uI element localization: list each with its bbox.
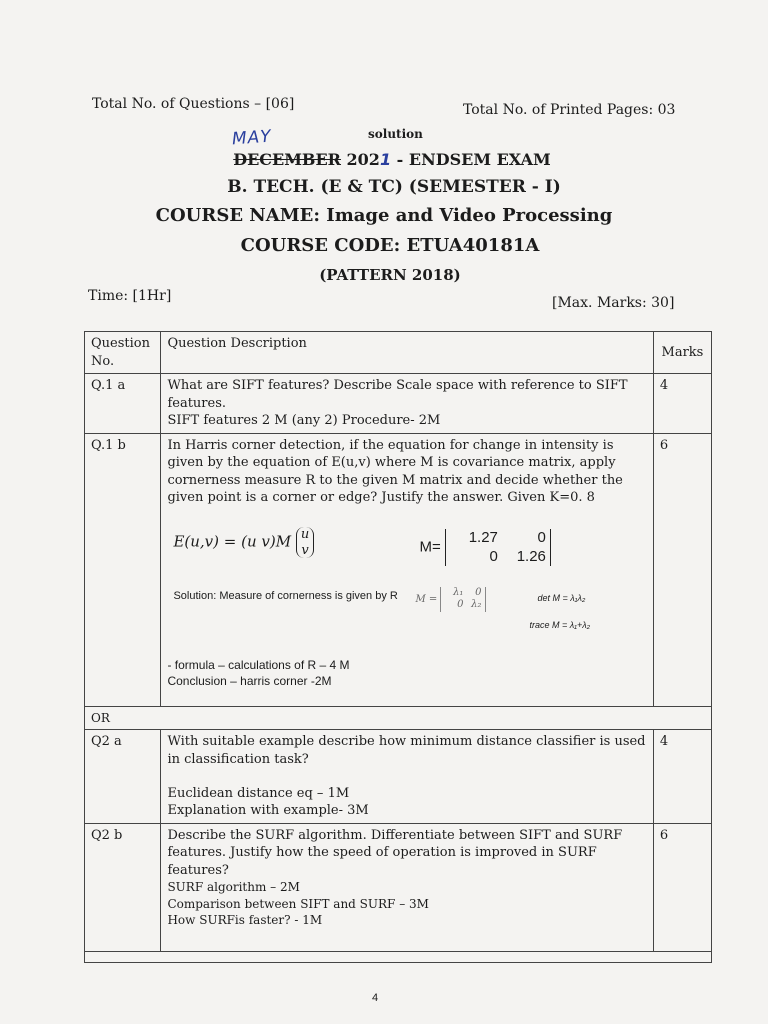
marking-scheme: SURF algorithm – 2M [167, 880, 300, 895]
intensity-equation [173, 527, 314, 558]
question-description [161, 433, 653, 707]
table-row-q1a [85, 374, 712, 434]
marking-scheme: Comparison between SIFT and SURF – 3M [167, 896, 429, 911]
solution-label: solution [368, 127, 423, 141]
question-marks: 6 [653, 433, 711, 707]
page-number: 4 [372, 992, 379, 1004]
empty-row [85, 951, 712, 962]
exam-title [8, 150, 768, 169]
eigen-m11: λ₁ [453, 586, 464, 598]
eigen-m21: 0 [457, 599, 464, 611]
marking-scheme: Euclidean distance eq – 1M [167, 785, 350, 801]
struck-month: DECEMBER [233, 150, 341, 169]
m22: 1.26 [516, 547, 546, 565]
table-header-row [85, 332, 712, 374]
equation-lhs: E(u,v) = (u v)M [173, 532, 292, 551]
table-row-q1b [85, 433, 712, 707]
m-matrix [445, 529, 551, 567]
marking-scheme: - formula – calculations of R – 4 M [167, 657, 350, 672]
question-table [84, 331, 712, 963]
question-no: Q2 b [85, 823, 161, 951]
question-no: Q2 a [85, 730, 161, 823]
m-label: M= [419, 538, 441, 556]
vector-top: u [300, 526, 310, 542]
marking-scheme: Explanation with example- 3M [167, 803, 369, 819]
max-marks: [Max. Marks: 30] [552, 295, 675, 311]
question-marks: 6 [653, 823, 711, 951]
or-row [85, 707, 712, 730]
vector-bottom: v [301, 542, 309, 558]
eigen-matrix-label: M = [415, 593, 438, 605]
question-text: In Harris corner detection, if the equation for change in intensity is given by the equation of E(u,v) where M is covariance matrix, apply cornerness measure R to the given M matrix and decide whether the given point is a corner or edge? Justify the answer. Given K=0. 8 [167, 437, 623, 506]
total-questions: Total No. of Questions – [06] [92, 96, 295, 112]
empty-cell [85, 951, 712, 962]
marking-scheme: Conclusion – harris corner -2M [167, 674, 332, 689]
determinant-note: det M = λ₁λ₂ [537, 592, 586, 603]
total-printed-pages: Total No. of Printed Pages: 03 [463, 102, 676, 118]
question-description [161, 374, 653, 434]
course-name: COURSE NAME: Image and Video Processing [155, 205, 613, 226]
m12: 0 [537, 528, 546, 546]
header-marks: Marks [653, 332, 711, 374]
uv-vector [296, 527, 314, 558]
question-marks: 4 [653, 730, 711, 823]
solution-note: Solution: Measure of cornerness is given by R [173, 589, 398, 602]
marking-scheme: SIFT features 2 M (any 2) Procedure- 2M [167, 413, 441, 429]
m11: 1.27 [468, 528, 498, 546]
question-text: With suitable example describe how minimum distance classifier is used in classification task? [167, 734, 646, 768]
question-description [161, 823, 653, 951]
exam-suffix: - ENDSEM EXAM [396, 150, 551, 169]
question-description [161, 730, 653, 823]
course-code: COURSE CODE: ETUA40181A [240, 235, 540, 256]
question-no: Q.1 a [85, 374, 161, 434]
table-row-q2a [85, 730, 712, 823]
header-question-no: Question No. [85, 332, 161, 374]
question-no: Q.1 b [85, 433, 161, 707]
exam-year-hand-digit: 1 [379, 150, 392, 169]
branch-semester: B. TECH. (E & TC) (SEMESTER - I) [227, 177, 561, 197]
question-text: Describe the SURF algorithm. Differentiate between SIFT and SURF features. Justify how the speed of operation is improved in SURF features? [167, 827, 623, 878]
m-matrix-equation [419, 529, 550, 567]
question-marks: 4 [653, 374, 711, 434]
marking-scheme: How SURFis faster? - 1M [167, 912, 323, 927]
eigen-m12: 0 [475, 586, 482, 598]
eigen-matrix [415, 587, 486, 612]
time-label: Time: [1Hr] [88, 288, 172, 304]
exam-year-prefix: 202 [346, 150, 380, 169]
eigen-m22: λ₂ [471, 599, 482, 611]
pattern: (PATTERN 2018) [319, 266, 461, 284]
table-row-q2b [85, 823, 712, 951]
math-area [167, 507, 646, 657]
header-description: Question Description [161, 332, 653, 374]
handwritten-month: MAY [231, 126, 273, 150]
or-separator: OR [85, 707, 712, 730]
question-text: What are SIFT features? Describe Scale space with reference to SIFT features. [167, 378, 628, 411]
m21: 0 [489, 547, 498, 565]
trace-note: trace M = λ₁+λ₂ [529, 619, 591, 630]
